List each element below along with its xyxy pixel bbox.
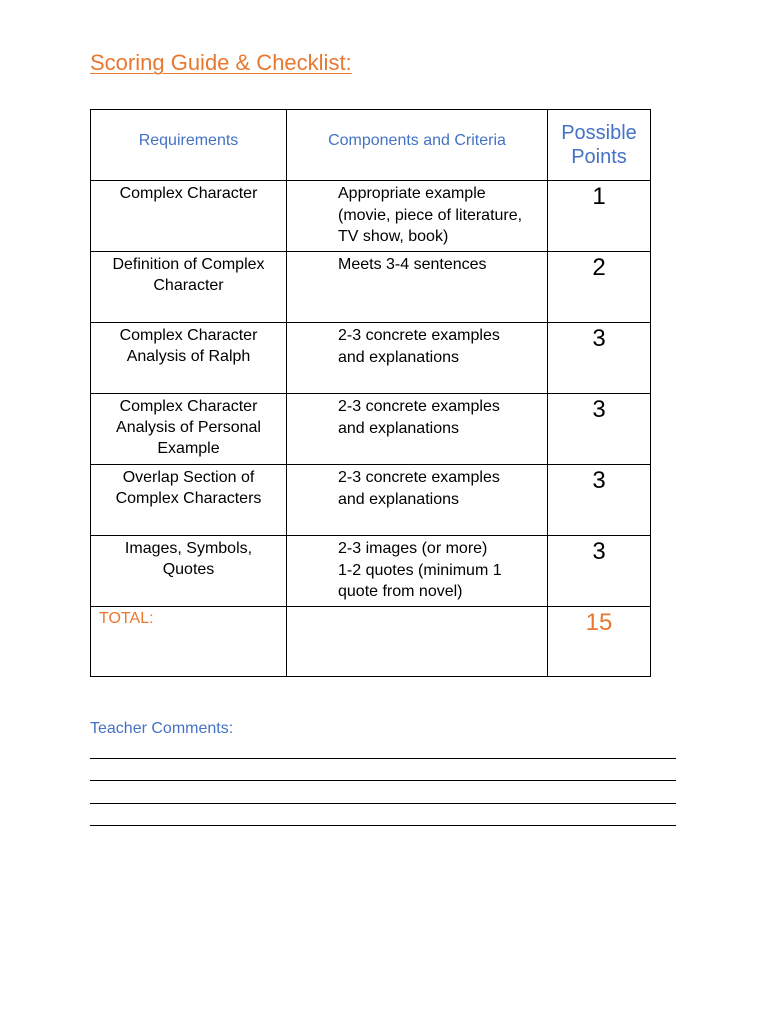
- criteria-cell: [287, 394, 548, 465]
- requirement-text: Definition of Complex: [112, 256, 265, 273]
- criteria-text: and explanations: [338, 348, 459, 366]
- requirement-text: Analysis of Personal: [116, 419, 261, 436]
- requirement-text: Complex Characters: [115, 490, 262, 507]
- criteria-cell: [287, 536, 548, 607]
- criteria-cell: [287, 181, 548, 252]
- requirement-cell: [91, 394, 287, 465]
- requirement-text: Example: [157, 440, 220, 457]
- requirement-text: Overlap Section of: [122, 469, 255, 486]
- requirement-text: Character: [153, 277, 224, 294]
- criteria-text: 2-3 concrete examples: [338, 327, 500, 344]
- criteria-text: and explanations: [338, 419, 459, 437]
- criteria-text: 2-3 concrete examples: [338, 469, 500, 486]
- table-row: [91, 536, 651, 607]
- total-empty-cell: [287, 607, 548, 677]
- header-components-criteria: Components and Criteria: [287, 110, 548, 181]
- total-label: TOTAL:: [91, 607, 287, 677]
- requirement-text: Analysis of Ralph: [126, 348, 251, 365]
- requirement-text: Complex Character: [119, 185, 258, 202]
- table-row: [91, 394, 651, 465]
- requirement-cell: [91, 323, 287, 394]
- points-cell: 3: [548, 465, 651, 536]
- points-cell: 3: [548, 323, 651, 394]
- criteria-text: (movie, piece of literature,: [338, 206, 523, 224]
- points-cell: 2: [548, 252, 651, 323]
- criteria-text: and explanations: [338, 490, 459, 508]
- criteria-cell: [287, 323, 548, 394]
- page-title: Scoring Guide & Checklist:: [90, 50, 352, 75]
- comment-line: [90, 780, 676, 781]
- criteria-text: 2-3 concrete examples: [338, 398, 500, 415]
- criteria-text: 2-3 images (or more): [338, 540, 488, 557]
- total-row: [91, 607, 651, 677]
- table-row: [91, 465, 651, 536]
- criteria-text: 1-2 quotes (minimum 1: [338, 561, 502, 579]
- header-possible-points: [548, 110, 651, 181]
- comment-line: [90, 803, 676, 804]
- criteria-text: Appropriate example: [338, 185, 486, 202]
- criteria-text: Meets 3-4 sentences: [338, 256, 487, 273]
- criteria-text: TV show, book): [338, 228, 449, 245]
- requirement-cell: [91, 181, 287, 252]
- criteria-text: quote from novel): [338, 583, 463, 600]
- comment-line: [90, 825, 676, 826]
- points-cell: 3: [548, 536, 651, 607]
- table-row: [91, 181, 651, 252]
- scoring-table: [90, 109, 651, 677]
- requirement-cell: [91, 252, 287, 323]
- requirement-text: Complex Character: [119, 327, 258, 344]
- requirement-text: Complex Character: [119, 398, 258, 415]
- requirement-cell: [91, 536, 287, 607]
- comment-line: [90, 758, 676, 759]
- requirement-cell: [91, 465, 287, 536]
- total-points: 15: [548, 607, 651, 677]
- points-cell: 3: [548, 394, 651, 465]
- header-points-line1: Possible: [561, 122, 637, 144]
- requirement-text: Quotes: [162, 561, 215, 578]
- points-cell: 1: [548, 181, 651, 252]
- table-row: [91, 252, 651, 323]
- table-header-row: [91, 110, 651, 181]
- criteria-cell: [287, 252, 548, 323]
- teacher-comments-label: Teacher Comments:: [90, 720, 234, 737]
- criteria-cell: [287, 465, 548, 536]
- header-points-line2: Points: [571, 146, 627, 168]
- table-row: [91, 323, 651, 394]
- header-requirements: Requirements: [91, 110, 287, 181]
- requirement-text: Images, Symbols,: [124, 540, 253, 557]
